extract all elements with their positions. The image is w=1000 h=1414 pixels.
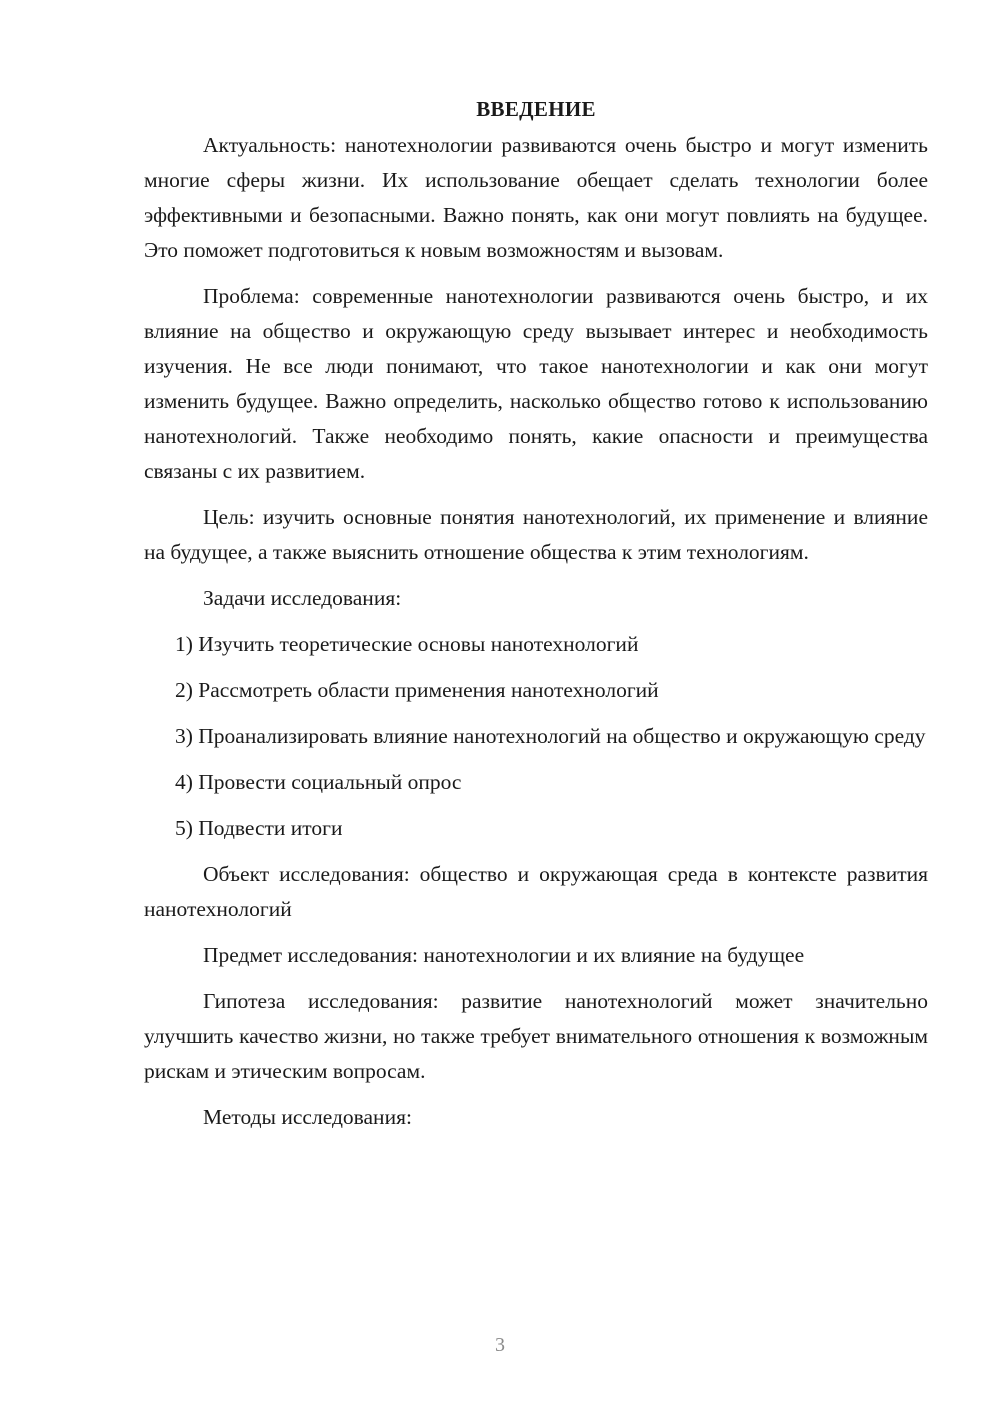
tasks-list bbox=[144, 627, 928, 846]
list-item: 3) Проанализировать влияние нанотехнологий на общество и окружающую среду bbox=[175, 724, 926, 748]
list-item: 4) Провести социальный опрос bbox=[175, 770, 462, 794]
paragraph-object: Объект исследования: общество и окружающая среда в контексте развития нанотехнологий bbox=[144, 862, 928, 921]
paragraph-relevance: Актуальность: нанотехнологии развиваются очень быстро и могут изменить многие сферы жизни. Их использование обещает сделать технологии более эффективными и безопасными. Важно понять, как они могут повлиять на будущее. Это поможет подготовиться к новым возможностям и вызовам. bbox=[144, 133, 928, 262]
paragraph-problem: Проблема: современные нанотехнологии развиваются очень быстро, и их влияние на общество и окружающую среду вызывает интерес и необходимость изучения. Не все люди понимают, что такое нанотехнологии и как они могут изменить будущее. Важно определить, насколько общество готово к использованию нанотехнологий. Также необходимо понять, какие опасности и преимущества связаны с их развитием. bbox=[144, 284, 928, 483]
list-item: 1) Изучить теоретические основы нанотехнологий bbox=[175, 632, 639, 656]
page-title: ВВЕДЕНИЕ bbox=[476, 97, 596, 121]
paragraph-methods: Методы исследования: bbox=[203, 1105, 412, 1129]
paragraph-goal: Цель: изучить основные понятия нанотехнологий, их применение и влияние на будущее, а также выяснить отношение общества к этим технологиям. bbox=[144, 505, 928, 564]
document-page bbox=[144, 92, 928, 1146]
list-item: 2) Рассмотреть области применения нанотехнологий bbox=[175, 678, 659, 702]
page-number: 3 bbox=[495, 1334, 505, 1356]
paragraph-subject: Предмет исследования: нанотехнологии и их влияние на будущее bbox=[203, 943, 805, 967]
tasks-heading: Задачи исследования: bbox=[203, 586, 402, 610]
list-item: 5) Подвести итоги bbox=[175, 816, 343, 840]
paragraph-hypothesis: Гипотеза исследования: развитие нанотехнологий может значительно улучшить качество жизни, но также требует внимательного отношения к возможным рискам и этическим вопросам. bbox=[144, 989, 928, 1083]
